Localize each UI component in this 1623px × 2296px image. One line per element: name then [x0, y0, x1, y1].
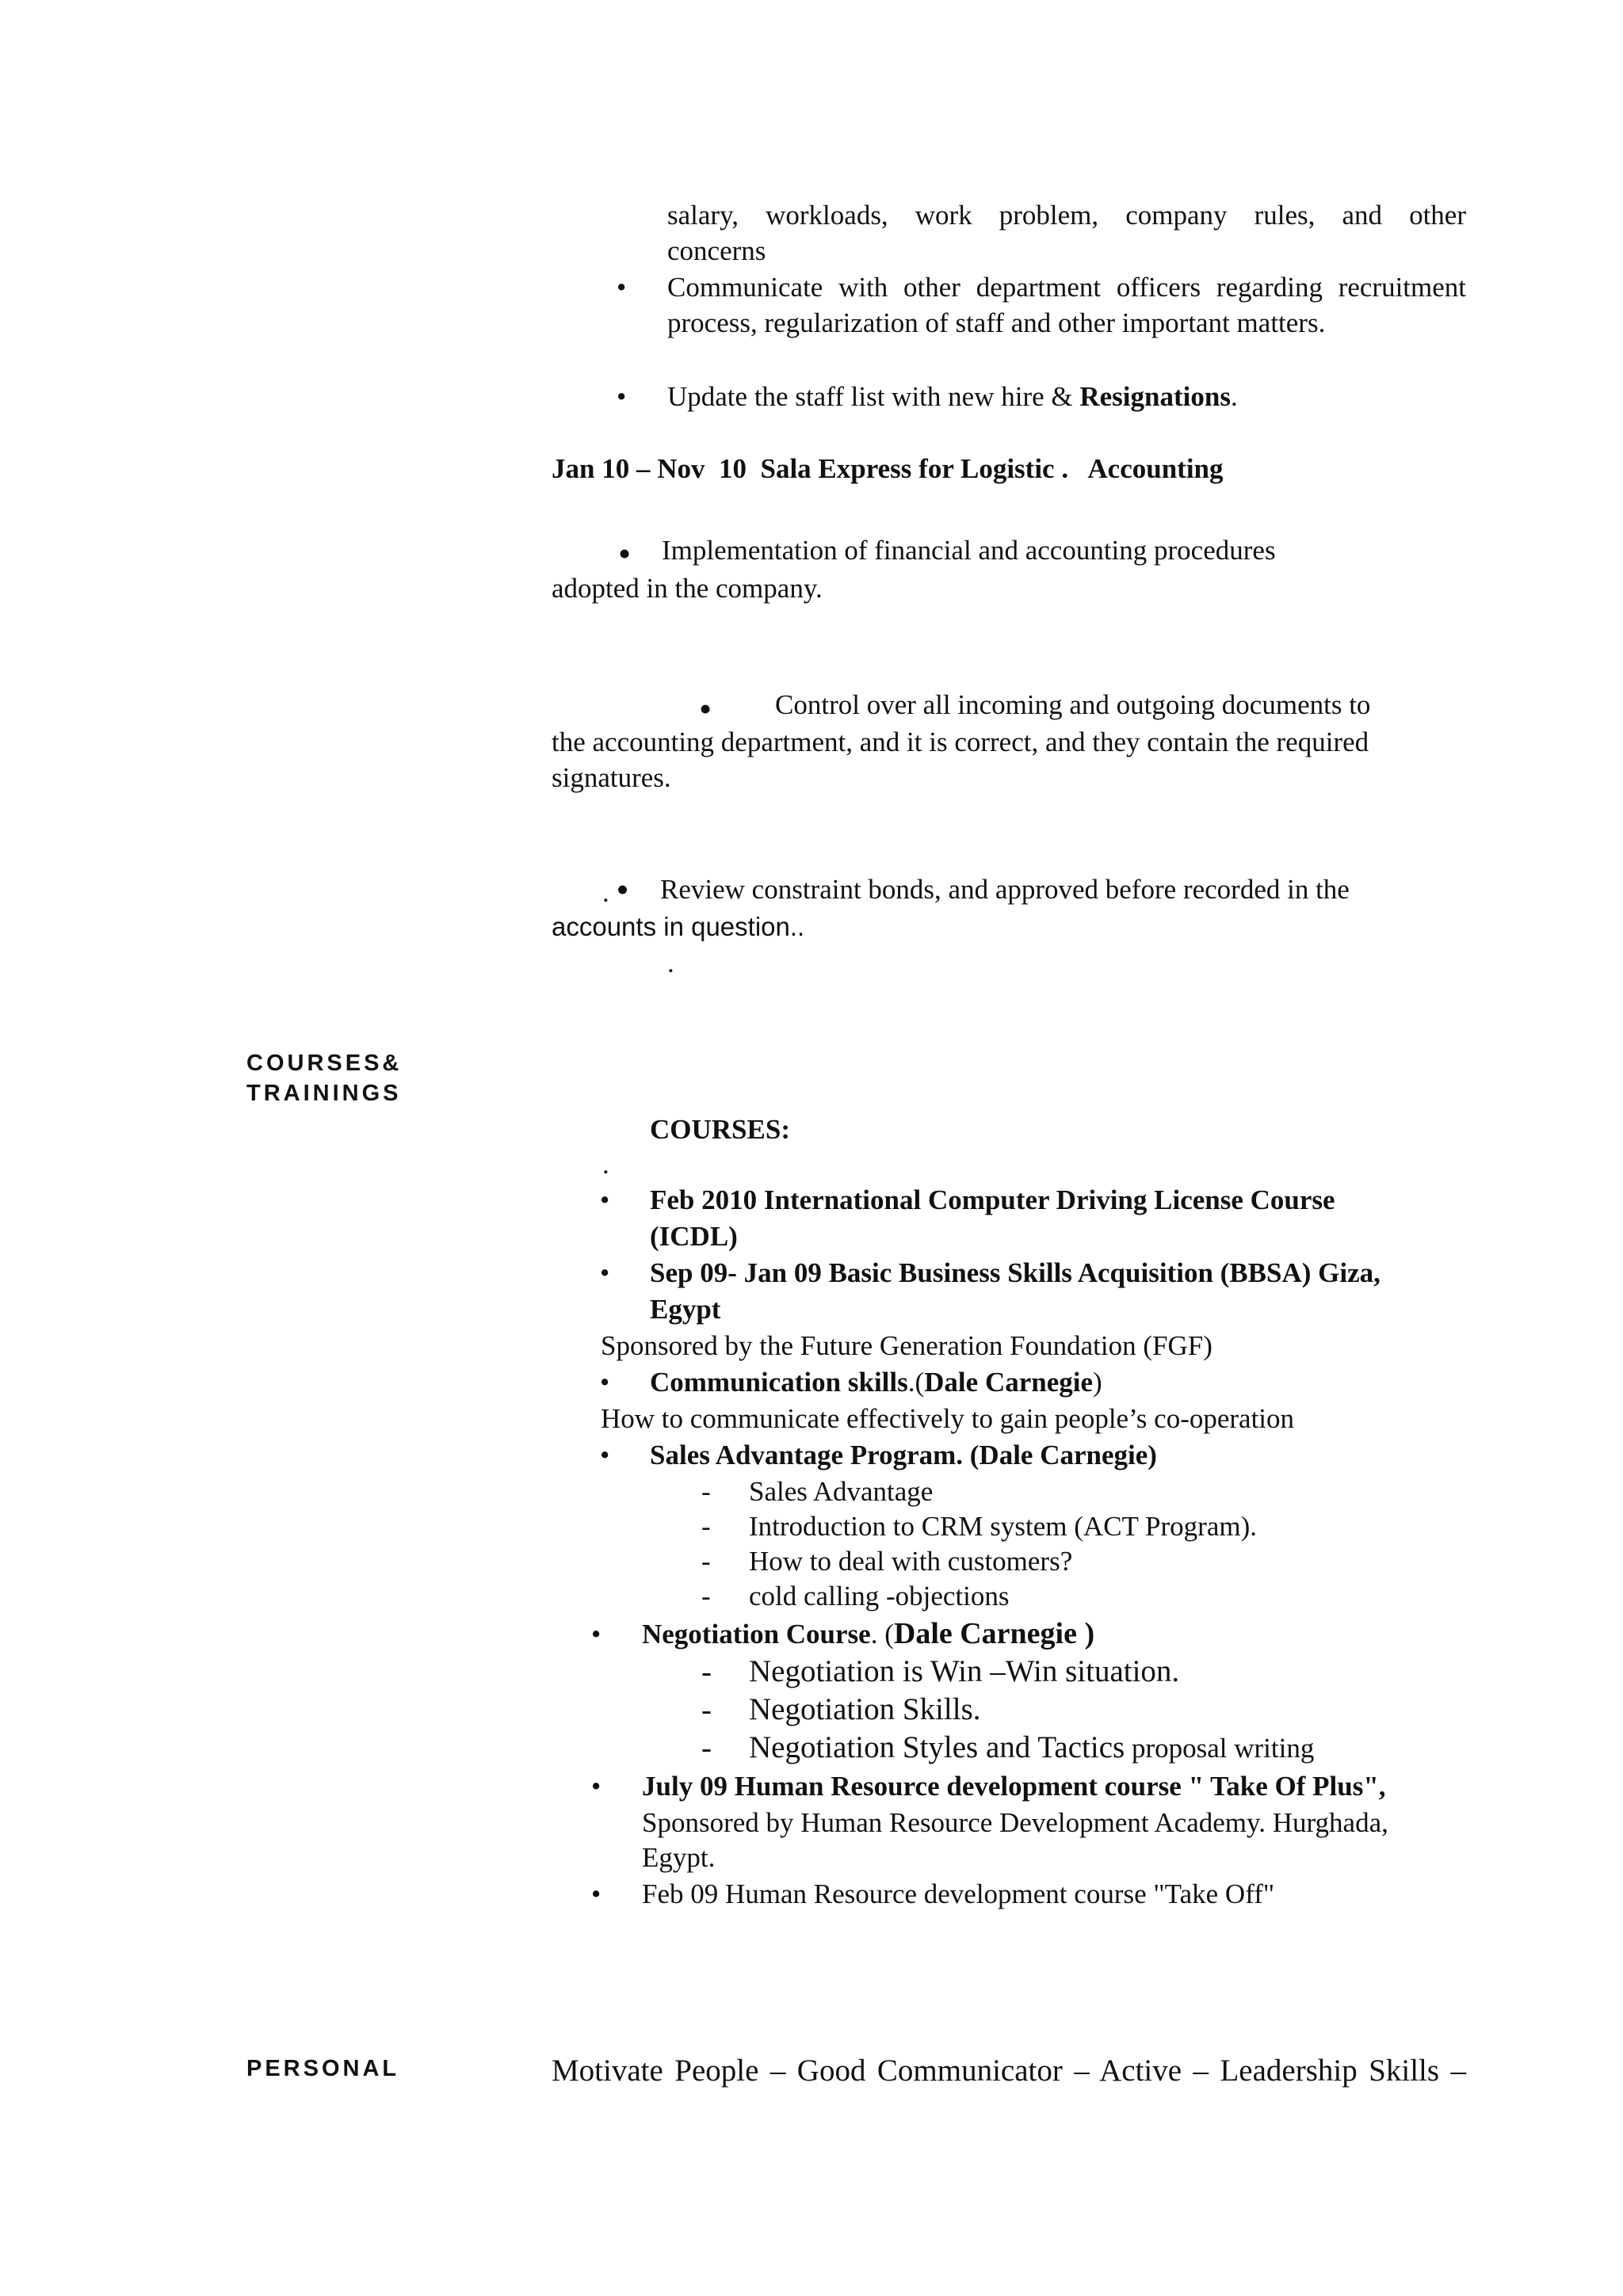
dash-glyph: -: [701, 1655, 712, 1689]
sub-item: Introduction to CRM system (ACT Program).: [749, 1511, 1257, 1542]
course-note: How to communicate effectively to gain people’s co-operation: [601, 1403, 1295, 1434]
course-item-line: Feb 09 Human Resource development course "Take Off": [642, 1878, 1275, 1909]
bullet-glyph: •: [591, 1771, 601, 1802]
course-item-line: Sales Advantage Program. (Dale Carnegie): [650, 1440, 1157, 1470]
job-item-line: signatures.: [552, 762, 671, 793]
bullet-continuation-line: salary, workloads, work problem, company rules, and other: [667, 200, 1466, 231]
job-item-prefix: . •: [602, 869, 629, 910]
course-item-line: Negotiation Course. (Dale Carnegie ): [642, 1617, 1095, 1650]
course-item-line: Egypt: [650, 1294, 721, 1325]
job-item-line: adopted in the company.: [552, 573, 823, 604]
course-note: Sponsored by the Future Generation Foundation (FGF): [601, 1330, 1212, 1361]
dash-glyph: -: [701, 1693, 712, 1727]
dash-glyph: -: [701, 1581, 711, 1611]
job-item-line: Implementation of financial and accounting procedures: [662, 535, 1276, 566]
job-item-line: Review constraint bonds, and approved before recorded in the: [660, 874, 1350, 905]
bullet-glyph: •: [600, 1184, 610, 1215]
sub-item: How to deal with customers?: [749, 1546, 1073, 1577]
course-item-line: (ICDL): [650, 1221, 738, 1252]
bullet-glyph: •: [617, 272, 627, 303]
section-heading-courses: COURSES&: [246, 1051, 403, 1076]
bullet-glyph: •: [617, 381, 627, 412]
sub-item: Sales Advantage: [749, 1476, 934, 1507]
dash-glyph: -: [701, 1476, 711, 1507]
list-item: Communicate with other department officers regarding recruitment process, regularization of staff and other important matters.: [667, 272, 1466, 338]
dash-glyph: -: [701, 1731, 712, 1765]
course-item-line: Sponsored by Human Resource Development Academy. Hurghada,: [642, 1807, 1388, 1838]
job-heading: Jan 10 – Nov 10 Sala Express for Logistic . Accounting: [552, 453, 1224, 484]
bullet-glyph: •: [600, 1257, 610, 1288]
bullet-glyph: •: [591, 1878, 601, 1909]
dash-glyph: -: [701, 1511, 711, 1542]
course-item-line: Communication skills.(Dale Carnegie): [650, 1367, 1102, 1398]
bullet-continuation-line: concerns: [667, 235, 766, 266]
bullet-glyph: •: [699, 688, 712, 729]
course-item-line: Feb 2010 International Computer Driving License Course: [650, 1184, 1335, 1215]
section-heading-personal: PERSONAL: [246, 2056, 400, 2081]
course-item-line: July 09 Human Resource development course " Take Of Plus",: [642, 1771, 1386, 1802]
course-item-line: Egypt.: [642, 1842, 716, 1873]
courses-title: COURSES:: [650, 1114, 790, 1145]
bullet-glyph: •: [600, 1367, 610, 1398]
stray-dot: .: [602, 1149, 609, 1180]
job-item-line: Control over all incoming and outgoing documents to: [775, 689, 1371, 720]
bullet-glyph: •: [591, 1619, 601, 1650]
dash-glyph: -: [701, 1546, 711, 1577]
job-item-line: the accounting department, and it is correct, and they contain the required: [552, 727, 1369, 757]
stray-dot: .: [667, 948, 674, 978]
section-heading-trainings: TRAININGS: [246, 1081, 402, 1106]
course-item-line: Sep 09- Jan 09 Basic Business Skills Acquisition (BBSA) Giza,: [650, 1257, 1381, 1288]
sub-item: Negotiation Skills.: [749, 1692, 981, 1726]
personal-text: Motivate People – Good Communicator – Active – Leadership Skills –: [552, 2054, 1466, 2088]
bullet-glyph: •: [600, 1440, 610, 1470]
bullet-glyph: •: [618, 533, 632, 574]
sub-item: cold calling -objections: [749, 1581, 1010, 1611]
sub-item: Negotiation is Win –Win situation.: [749, 1654, 1180, 1688]
list-item: Update the staff list with new hire & Resignations.: [667, 381, 1238, 412]
sub-item: Negotiation Styles and Tactics proposal writing: [749, 1730, 1315, 1764]
job-item-line: accounts in question..: [552, 912, 805, 941]
